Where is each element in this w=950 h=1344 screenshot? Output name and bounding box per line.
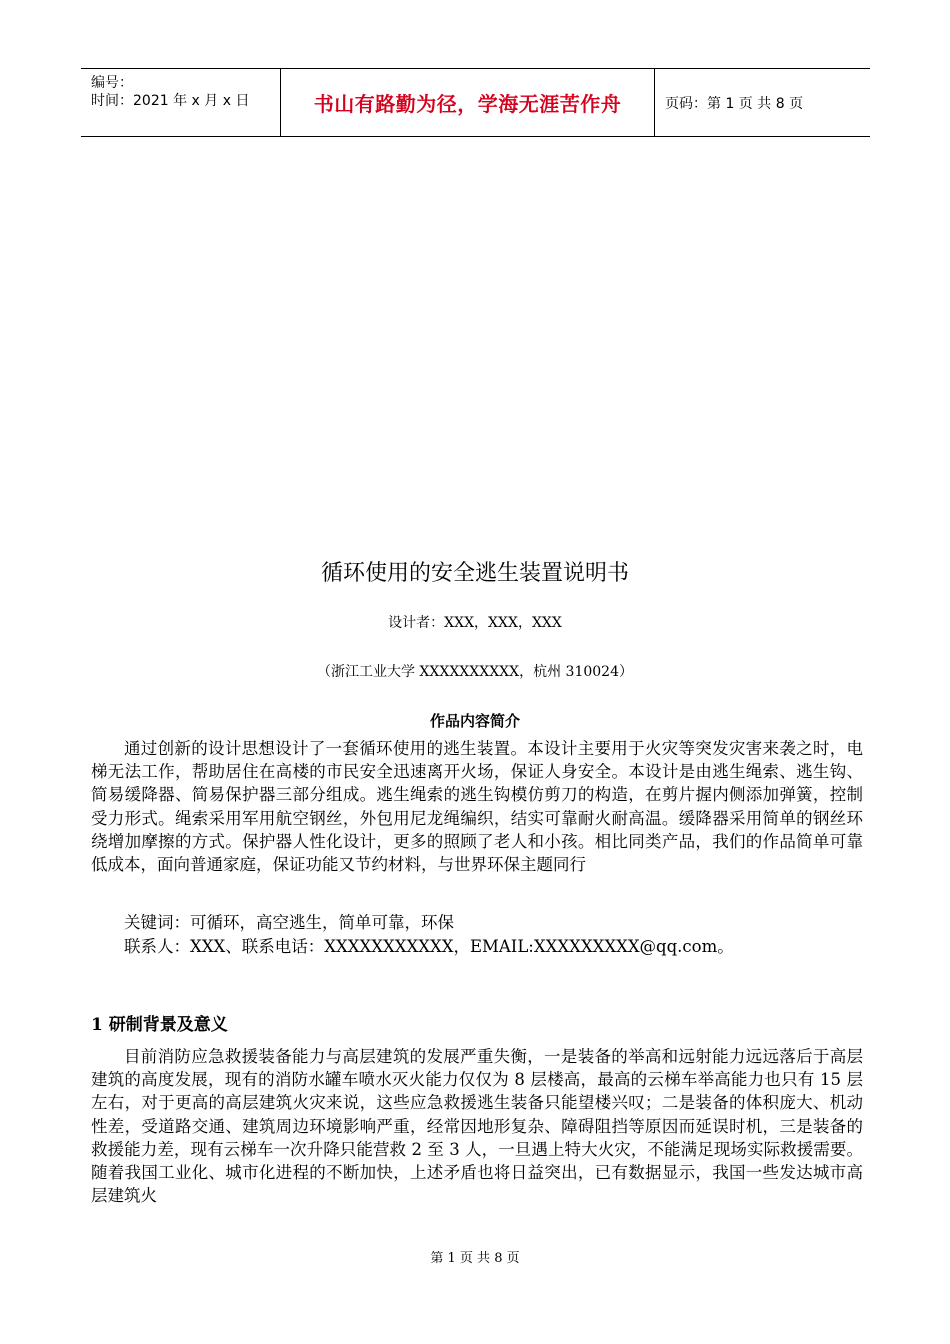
- contact-line: 联系人：XXX、联系电话：XXXXXXXXXXX，EMAIL:XXXXXXXXX@qq.com。: [124, 937, 734, 956]
- number-label: 编号：: [91, 75, 133, 91]
- document-header: [81, 68, 870, 137]
- time-label: 时间：2021 年 x 月 x 日: [91, 93, 250, 109]
- page-footer: 第 1 页 共 8 页: [430, 1251, 520, 1266]
- affiliation-line: （浙江工业大学 XXXXXXXXXX，杭州 310024）: [316, 664, 633, 680]
- designers-line: 设计者：XXX，XXX，XXX: [388, 615, 562, 631]
- section-1-paragraph: 目前消防应急救援装备能力与高层建筑的发展严重失衡，一是装备的举高和远射能力远远落后于高层建筑的高度发展，现有的消防水罐车喷水灭火能力仅仅为 8 层楼高，最高的云梯车举高能力也只有 15 层左右，对于更高的高层建筑火灾来说，这些应急救援逃生装备只能望楼兴叹；二是装备的体积庞大、机动性差，受道路交通、建筑周边环境影响严重，经常因地形复杂、障碍阻挡等原因而延误时机，三是装备的救援能力差，现有云梯车一次升降只能营救 2 至 3 人，一旦遇上特大火灾，不能满足现场实际救援需要。随着我国工业化、城市化进程的不断加快，上述矛盾也将日益突出，已有数据显示，我国一些发达城市高层建筑火: [91, 1047, 863, 1206]
- header-page-info: 页码：第 1 页 共 8 页: [665, 95, 804, 112]
- abstract-heading: 作品内容简介: [429, 712, 520, 730]
- document-title: 循环使用的安全逃生装置说明书: [320, 561, 629, 586]
- header-meta: [81, 69, 281, 136]
- section-1-heading: 1 研制背景及意义: [91, 1015, 228, 1035]
- header-motto: 书山有路勤为径，学海无涯苦作舟: [281, 69, 655, 136]
- abstract-paragraph: 通过创新的设计思想设计了一套循环使用的逃生装置。本设计主要用于火灾等突发灾害来袭之时，电梯无法工作，帮助居住在高楼的市民安全迅速离开火场，保证人身安全。本设计是由逃生绳索、逃生钩、简易缓降器、简易保护器三部分组成。逃生绳索的逃生钩模仿剪刀的构造，在剪片握内侧添加弹簧，控制受力形式。绳索采用军用航空钢丝，外包用尼龙绳编织，结实可靠耐火耐高温。缓降器采用简单的钢丝环绕增加摩擦的方式。保护器人性化设计，更多的照顾了老人和小孩。相比同类产品，我们的作品简单可靠低成本，面向普通家庭，保证功能又节约材料，与世界环保主题同行: [91, 739, 863, 875]
- keywords-line: 关键词：可循环，高空逃生，简单可靠，环保: [124, 913, 454, 932]
